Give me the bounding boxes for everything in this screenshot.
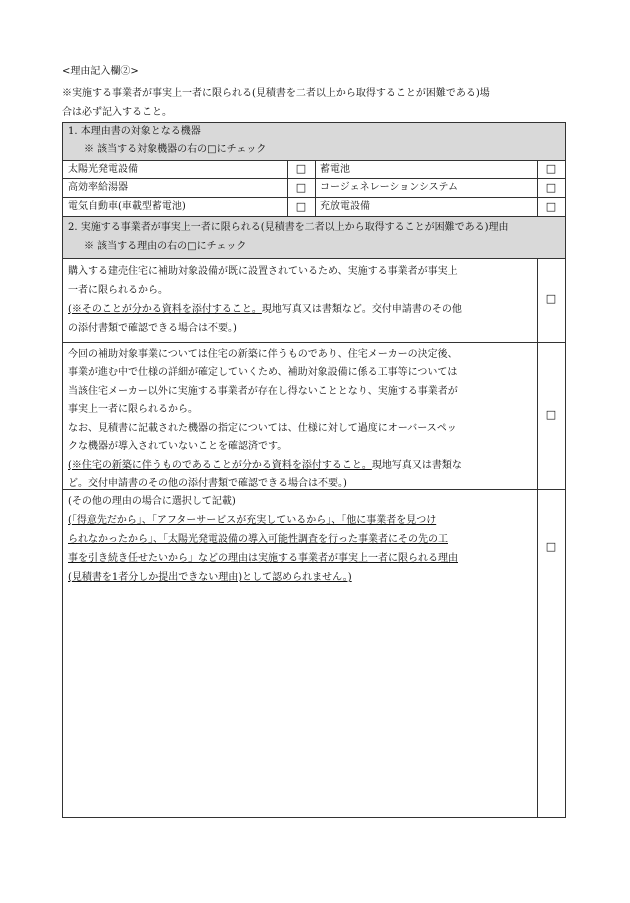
equipment-water-heater: 高効率給湯器	[68, 182, 128, 193]
table-border-left	[62, 122, 63, 817]
page-heading: <理由記入欄②>	[62, 66, 139, 77]
checkbox-reason1[interactable]: □	[545, 292, 557, 305]
table-rule	[287, 160, 288, 216]
reason2-line: 事実上一者に限られるから。	[68, 404, 198, 415]
section2-title: 2. 実施する事業者が事実上一者に限られる(見積書を二者以上から取得することが困難である)理由	[68, 222, 509, 233]
checkbox-reason3[interactable]: □	[545, 540, 557, 553]
section1-instruction: ※ 該当する対象機器の右の□にチェック	[84, 144, 267, 155]
reason2-line: 今回の補助対象事業については住宅の新築に伴うものであり、住宅メーカーの決定後、	[68, 349, 458, 360]
equipment-cogeneration: コージェネレーションシステム	[320, 182, 458, 193]
reason1-note	[68, 301, 462, 318]
section1-title: 1. 本理由書の対象となる機器	[68, 126, 201, 137]
reason3-line: (「得意先だから」、「アフターサービスが充実しているから」、「他に事業者を見つけ	[68, 515, 437, 526]
section2-instruction: ※ 該当する理由の右の□にチェック	[84, 241, 247, 252]
table-rule	[62, 258, 566, 259]
table-rule	[315, 160, 316, 216]
reason2-note-line2: ど。交付申請書のその他の添付書類で確認できる場合は不要。)	[68, 478, 347, 489]
table-rule	[62, 342, 566, 343]
checkbox-water-heater[interactable]: □	[295, 181, 307, 194]
notice-line-1: ※実施する事業者が事実上一者に限られる(見積書を二者以上から取得することが困難である)場	[62, 88, 490, 99]
checkbox-cogeneration[interactable]: □	[545, 181, 557, 194]
equipment-charger: 充放電設備	[320, 201, 370, 212]
reason2-line: クな機器が導入されていないことを確認済です。	[68, 441, 288, 452]
table-rule	[537, 160, 538, 216]
notice-line-2: 合は必ず記入すること。	[62, 107, 172, 118]
equipment-storage-battery: 蓄電池	[320, 164, 350, 175]
reason1-note-underlined: (※そのことが分かる資料を添付すること。	[68, 304, 262, 315]
reason1-note-line2: の添付書類で確認できる場合は不要。)	[68, 323, 237, 334]
checkbox-charger[interactable]: □	[545, 200, 557, 213]
checkbox-solar-pv[interactable]: □	[295, 162, 307, 175]
table-border-bottom	[62, 817, 566, 818]
table-rule	[537, 258, 538, 817]
checkbox-reason2[interactable]: □	[545, 408, 557, 421]
reason2-line: 当該住宅メーカー以外に実施する事業者が存在し得ないこととなり、実施する事業者が	[68, 386, 458, 397]
reason2-note-rest: 現地写真又は書類な	[371, 460, 462, 471]
reason1-note-rest: 現地写真又は書類など。交付申請書のその他	[261, 304, 462, 315]
equipment-ev: 電気自動車(車載型蓄電池)	[68, 201, 186, 212]
table-rule	[62, 216, 566, 217]
reason2-note	[68, 457, 462, 474]
reason1-line: 購入する建売住宅に補助対象設備が既に設置されているため、実施する事業者が事実上	[68, 266, 458, 277]
reason3-intro: (その他の理由の場合に選択して記載)	[68, 496, 236, 507]
reason3-line: 事を引き続き任せたいから」などの理由は実施する事業者が事実上一者に限られる理由	[68, 553, 458, 564]
reason2-line: 事業が進む中で仕様の詳細が確定していくため、補助対象設備に係る工事等については	[68, 367, 458, 378]
reason2-note-underlined: (※住宅の新築に伴うものであることが分かる資料を添付すること。	[68, 460, 372, 471]
reason2-line: なお、見積書に記載された機器の指定については、仕様に対して過度にオーバースペッ	[68, 423, 457, 434]
checkbox-storage-battery[interactable]: □	[545, 162, 557, 175]
table-rule	[62, 178, 566, 179]
reason1-line: 一者に限られるから。	[68, 285, 168, 296]
table-border-right	[565, 122, 566, 817]
reason3-line: られなかったから」、「太陽光発電設備の導入可能性調査を行った事業者にその先の工	[68, 534, 448, 545]
reason3-line: (見積書を1者分しか提出できない理由)として認められません。)	[68, 572, 352, 583]
checkbox-ev[interactable]: □	[295, 200, 307, 213]
equipment-solar-pv: 太陽光発電設備	[68, 164, 138, 175]
